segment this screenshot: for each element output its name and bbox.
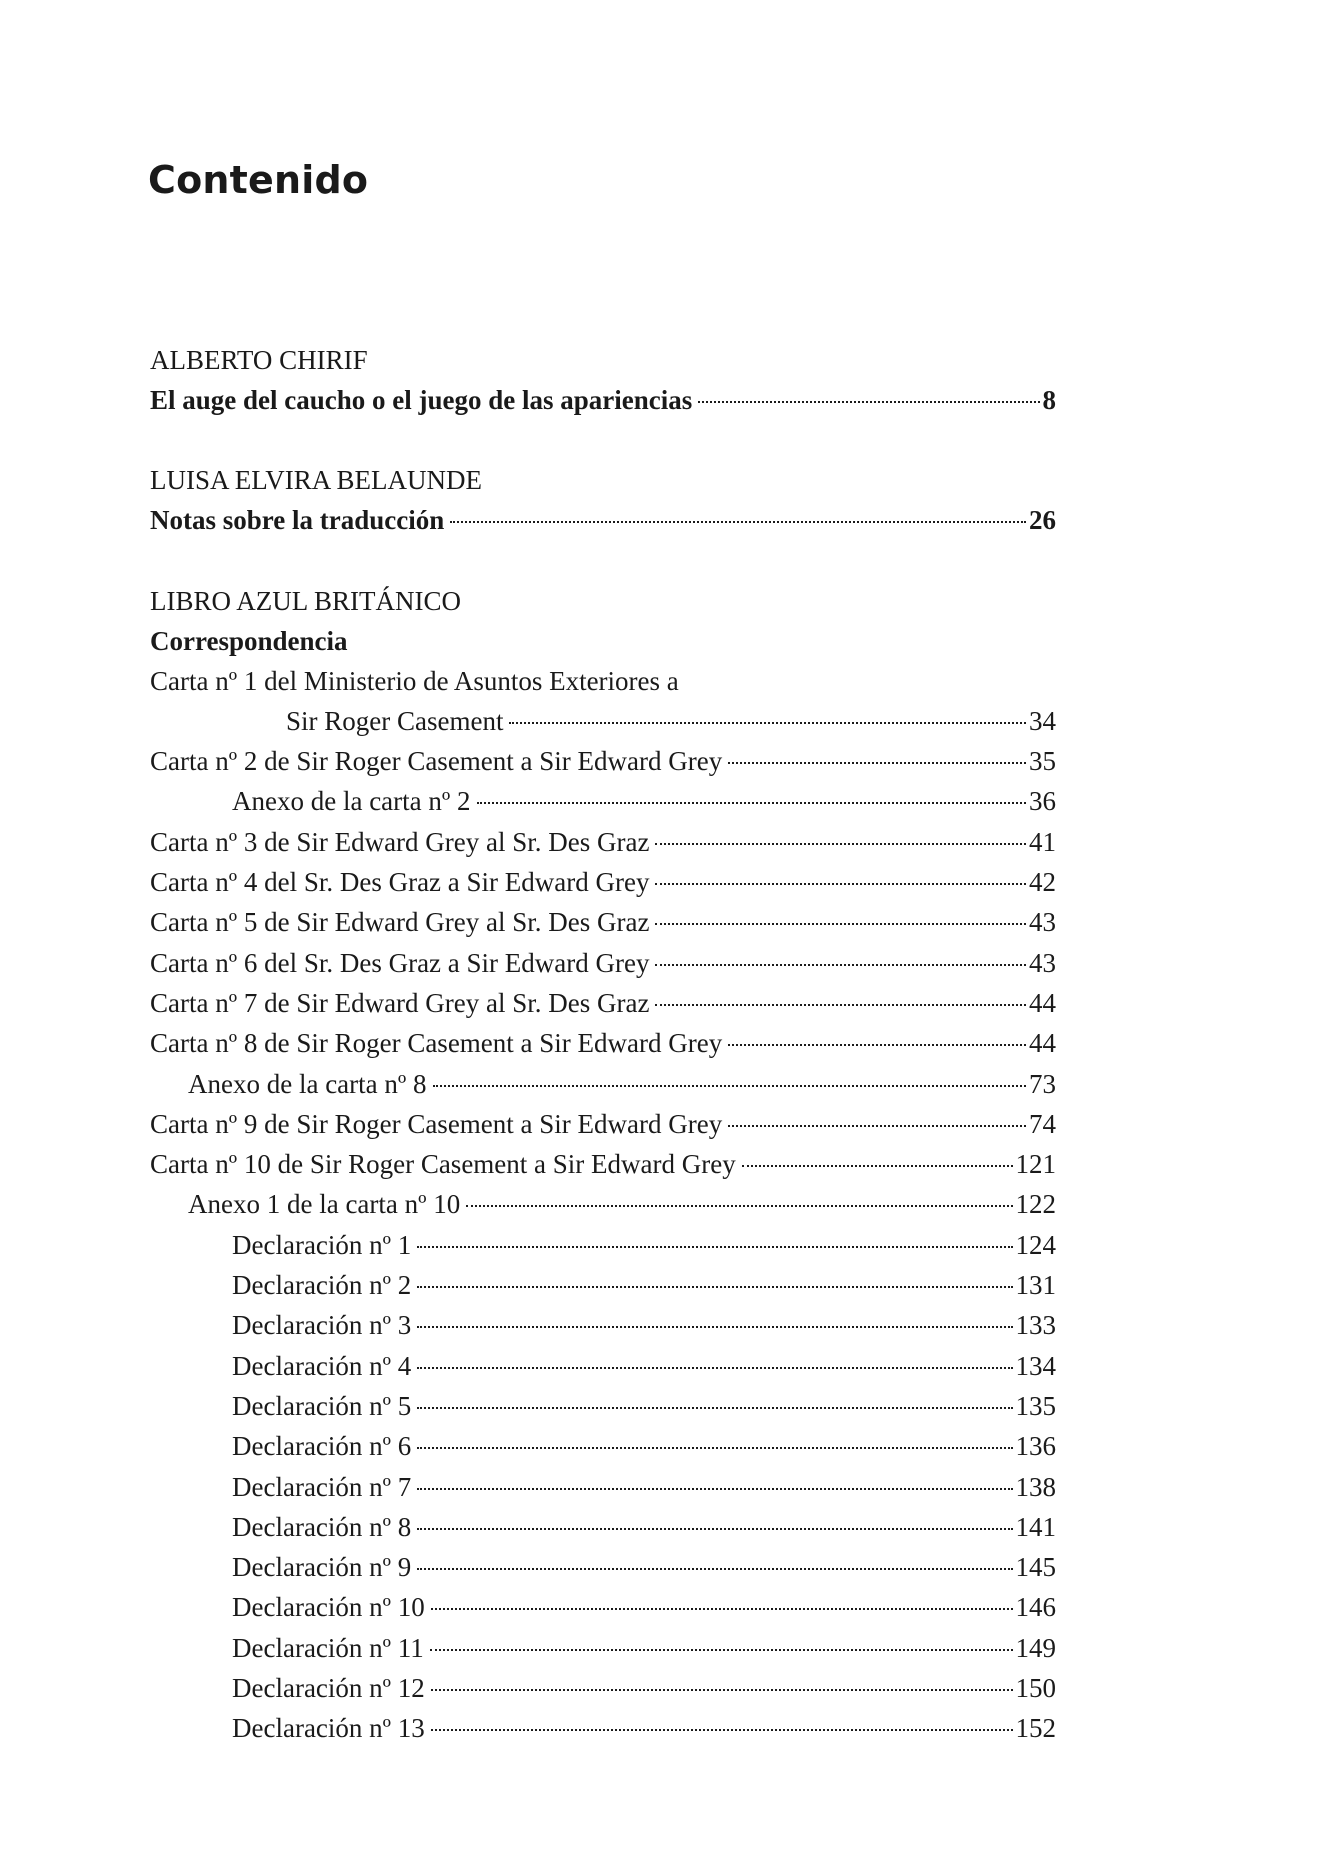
toc-entry[interactable] — [150, 380, 1056, 420]
dot-leader — [433, 1085, 1026, 1087]
toc-entry-page: 44 — [1029, 1028, 1056, 1059]
toc-entry[interactable] — [150, 822, 1056, 862]
dot-leader — [417, 1286, 1012, 1288]
toc-entry[interactable] — [150, 1628, 1056, 1668]
dot-leader — [477, 802, 1026, 804]
toc-entry-title: Carta nº 2 de Sir Roger Casement a Sir Edward Grey — [150, 746, 723, 777]
toc-entry-page: 26 — [1029, 505, 1056, 536]
toc-entry[interactable] — [150, 1225, 1056, 1265]
toc-entry-page: 44 — [1029, 987, 1056, 1018]
toc-entry[interactable] — [150, 943, 1056, 983]
dot-leader — [450, 521, 1026, 523]
toc-entry[interactable] — [150, 1386, 1056, 1426]
toc-entry-page: 136 — [1015, 1431, 1056, 1462]
toc-entry-title: Anexo 1 de la carta nº 10 — [188, 1189, 461, 1220]
toc-entry-page: 124 — [1015, 1229, 1056, 1260]
toc-section — [150, 460, 1056, 540]
toc-entry[interactable] — [150, 1467, 1056, 1507]
toc-section — [150, 581, 1056, 1749]
toc-entry-title: Declaración nº 13 — [232, 1713, 425, 1744]
toc-entry-page: 133 — [1015, 1310, 1056, 1341]
toc-entry-title: Declaración nº 4 — [232, 1350, 412, 1381]
section-author: ALBERTO CHIRIF — [150, 345, 368, 375]
toc-entry-title: Carta nº 10 de Sir Roger Casement a Sir Edward Grey — [150, 1149, 736, 1180]
dot-leader — [509, 722, 1026, 724]
table-of-contents — [150, 340, 1056, 1789]
toc-entry[interactable] — [150, 1184, 1056, 1224]
toc-entry[interactable] — [150, 983, 1056, 1023]
dot-leader — [655, 964, 1026, 966]
toc-entry[interactable] — [150, 1708, 1056, 1748]
toc-entry-title: Declaración nº 8 — [232, 1511, 412, 1542]
toc-entry-page: 73 — [1029, 1068, 1056, 1099]
dot-leader — [655, 843, 1026, 845]
toc-entry-title: Declaración nº 6 — [232, 1431, 412, 1462]
dot-leader — [728, 762, 1026, 764]
toc-entry-page: 8 — [1042, 385, 1056, 415]
toc-entry[interactable] — [150, 1587, 1056, 1627]
toc-entry[interactable] — [150, 1104, 1056, 1144]
dot-leader — [655, 923, 1026, 925]
dot-leader — [728, 1044, 1026, 1046]
toc-entry-page: 145 — [1015, 1552, 1056, 1583]
toc-entry-title: Declaración nº 9 — [232, 1552, 412, 1583]
toc-entry-title: Declaración nº 1 — [232, 1229, 412, 1260]
toc-entry-title: Declaración nº 2 — [232, 1270, 412, 1301]
toc-entry[interactable] — [150, 902, 1056, 942]
toc-entry-page: 131 — [1015, 1270, 1056, 1301]
toc-entry-title: El auge del caucho o el juego de las apariencias — [150, 385, 693, 415]
toc-entry-title: Declaración nº 7 — [232, 1471, 412, 1502]
toc-entry-page: 146 — [1015, 1592, 1056, 1623]
section-author: LUISA ELVIRA BELAUNDE — [150, 465, 483, 496]
toc-entry-page: 42 — [1029, 867, 1056, 898]
toc-entry-page: 121 — [1015, 1149, 1056, 1180]
toc-entry-page: 35 — [1029, 746, 1056, 777]
dot-leader — [417, 1528, 1012, 1530]
dot-leader — [417, 1326, 1012, 1328]
toc-entry[interactable] — [150, 741, 1056, 781]
toc-entry[interactable] — [150, 1507, 1056, 1547]
toc-section — [150, 340, 1056, 420]
toc-entry-title: Anexo de la carta nº 2 — [232, 786, 471, 817]
toc-entry-title: Declaración nº 11 — [232, 1632, 424, 1663]
toc-entry-page: 43 — [1029, 947, 1056, 978]
dot-leader — [430, 1649, 1013, 1651]
toc-entry-title: Carta nº 6 del Sr. Des Graz a Sir Edward Grey — [150, 947, 650, 978]
toc-entry[interactable] — [150, 781, 1056, 821]
toc-entry[interactable] — [150, 701, 1056, 741]
toc-entry-title: Carta nº 5 de Sir Edward Grey al Sr. Des Graz — [150, 907, 650, 938]
toc-entry-page: 149 — [1015, 1632, 1056, 1663]
toc-entry-title: Carta nº 9 de Sir Roger Casement a Sir Edward Grey — [150, 1108, 723, 1139]
toc-entry[interactable] — [150, 1426, 1056, 1466]
toc-entry-title: Declaración nº 3 — [232, 1310, 412, 1341]
toc-entry-title: Sir Roger Casement — [286, 705, 504, 736]
toc-entry-page: 34 — [1029, 705, 1056, 736]
toc-entry[interactable] — [150, 500, 1056, 540]
section-author: LIBRO AZUL BRITÁNICO — [150, 585, 461, 616]
toc-entry[interactable] — [150, 1305, 1056, 1345]
toc-entry[interactable] — [150, 862, 1056, 902]
toc-entry-title: Anexo de la carta nº 8 — [188, 1068, 427, 1099]
toc-entry-page: 36 — [1029, 786, 1056, 817]
toc-entry-page: 122 — [1015, 1189, 1056, 1220]
toc-entry-page: 43 — [1029, 907, 1056, 938]
toc-entry[interactable] — [150, 1144, 1056, 1184]
toc-entry-page: 141 — [1015, 1511, 1056, 1542]
toc-entry-title: Carta nº 4 del Sr. Des Graz a Sir Edward Grey — [150, 867, 650, 898]
dot-leader — [417, 1407, 1012, 1409]
toc-entry[interactable] — [150, 1064, 1056, 1104]
toc-entry-page: 152 — [1015, 1713, 1056, 1744]
dot-leader — [431, 1729, 1013, 1731]
toc-entry-page: 41 — [1029, 826, 1056, 857]
toc-entry-page: 135 — [1015, 1390, 1056, 1421]
dot-leader — [417, 1488, 1012, 1490]
toc-entry[interactable] — [150, 1023, 1056, 1063]
section-subheading: Correspondencia — [150, 625, 348, 656]
toc-entry-title: Declaración nº 12 — [232, 1673, 425, 1704]
toc-entry-title: Carta nº 8 de Sir Roger Casement a Sir Edward Grey — [150, 1028, 723, 1059]
dot-leader — [655, 1004, 1026, 1006]
toc-entry-title: Declaración nº 5 — [232, 1390, 412, 1421]
dot-leader — [655, 883, 1026, 885]
toc-entry[interactable] — [150, 1547, 1056, 1587]
toc-entry-page: 150 — [1015, 1673, 1056, 1704]
toc-entry-page: 74 — [1029, 1108, 1056, 1139]
dot-leader — [742, 1165, 1013, 1167]
dot-leader — [698, 401, 1039, 403]
toc-entry-title: Carta nº 3 de Sir Edward Grey al Sr. Des Graz — [150, 826, 650, 857]
toc-entry-title: Declaración nº 10 — [232, 1592, 425, 1623]
dot-leader — [431, 1689, 1013, 1691]
toc-entry[interactable] — [150, 1346, 1056, 1386]
toc-entry-title: Notas sobre la traducción — [150, 505, 445, 536]
dot-leader — [417, 1447, 1012, 1449]
page-title: Contenido — [148, 158, 369, 202]
toc-entry-lead: Carta nº 1 del Ministerio de Asuntos Exteriores a — [150, 665, 679, 696]
toc-entry[interactable] — [150, 1265, 1056, 1305]
dot-leader — [466, 1205, 1012, 1207]
toc-entry[interactable] — [150, 1668, 1056, 1708]
toc-entry-title: Carta nº 7 de Sir Edward Grey al Sr. Des Graz — [150, 987, 650, 1018]
dot-leader — [431, 1608, 1013, 1610]
toc-entry-page: 134 — [1015, 1350, 1056, 1381]
toc-entry-page: 138 — [1015, 1471, 1056, 1502]
dot-leader — [417, 1367, 1012, 1369]
dot-leader — [728, 1125, 1026, 1127]
dot-leader — [417, 1568, 1012, 1570]
dot-leader — [417, 1246, 1012, 1248]
